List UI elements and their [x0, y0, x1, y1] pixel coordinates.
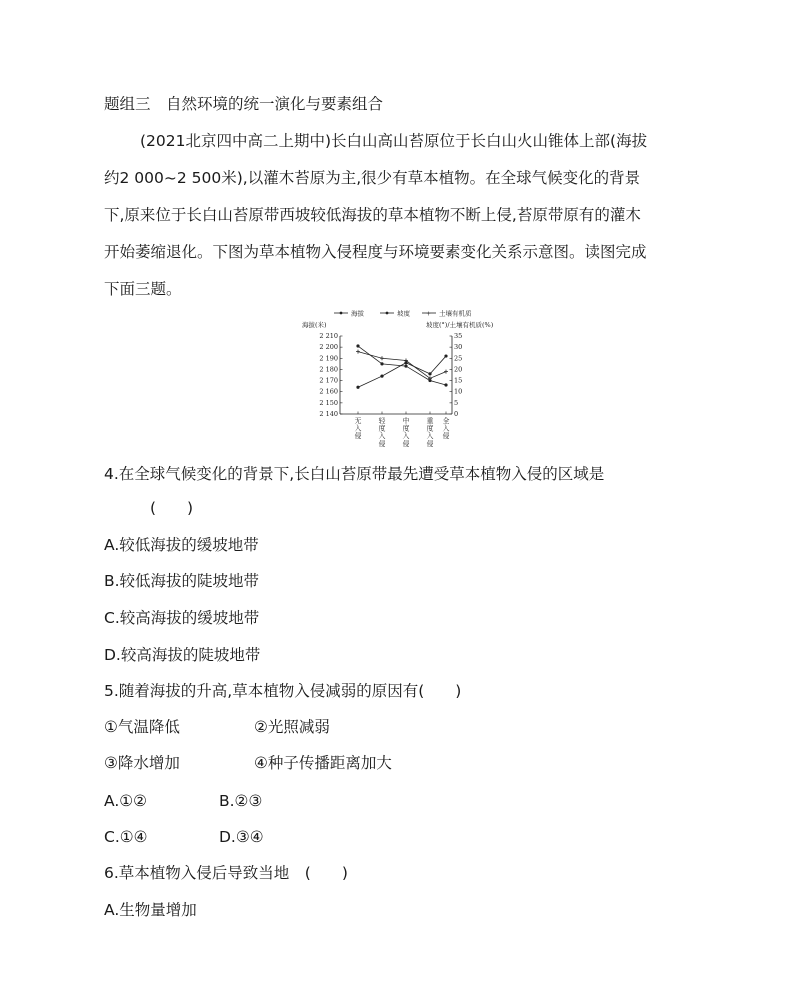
data-point [380, 362, 383, 365]
question-stem: 4.在全球气候变化的背景下,长白山苔原带最先遭受草本植物入侵的区域是 [104, 465, 605, 483]
data-point [356, 344, 359, 347]
option-a: A.①② [104, 792, 148, 810]
statement-4: ④种子传播距离加大 [254, 754, 392, 772]
chart-ticks [319, 332, 462, 418]
option-d: D.较高海拔的陡坡地带 [104, 646, 261, 664]
intro-line: 开始萎缩退化。下图为草本植物入侵程度与环境要素变化关系示意图。读图完成 [104, 243, 647, 261]
answer-paren: ( ) [150, 499, 194, 517]
left-tick-label: 2 180 [319, 365, 338, 374]
intro-line: 约2 000~2 500米),以灌木苔原为主,很少有草本植物。在全球气候变化的背景 [104, 169, 641, 187]
statement-2: ②光照减弱 [254, 718, 330, 736]
option-b: B.较低海拔的陡坡地带 [104, 572, 260, 590]
category-label: 无入侵 [354, 417, 362, 441]
question-stem: 5.随着海拔的升高,草本植物入侵减弱的原因有( ) [104, 682, 462, 700]
left-tick-label: 2 150 [319, 398, 338, 407]
data-point [428, 372, 431, 375]
left-axis-label: 海拔(米) [302, 321, 327, 329]
series-line [358, 356, 446, 387]
right-tick-label: 15 [454, 376, 463, 385]
data-point [356, 350, 360, 354]
question-stem: 6.草本植物入侵后导致当地 ( ) [104, 864, 348, 882]
right-tick-label: 5 [454, 398, 459, 407]
category-label: 轻度入侵 [378, 417, 386, 448]
right-tick-label: 25 [454, 354, 463, 363]
data-point [404, 364, 407, 367]
category-label: 重度入侵 [426, 417, 434, 448]
intro-line: 下,原来位于长白山苔原带西坡较低海拔的草本植物不断上侵,苔原带原有的灌木 [104, 206, 641, 224]
chart-series [356, 344, 448, 388]
left-tick-label: 2 200 [319, 343, 338, 352]
data-point [356, 386, 359, 389]
left-tick-label: 2 210 [319, 332, 338, 340]
right-axis-label: 坡度(°)/土壤有机质(%) [426, 321, 494, 329]
intro-line: (2021北京四中高二上期中)长白山高山苔原位于长白山火山锥体上部(海拔 [140, 132, 648, 150]
legend-label: 土壤有机质 [439, 309, 472, 318]
left-tick-label: 2 140 [319, 410, 338, 418]
intro-line: 下面三题。 [104, 280, 182, 298]
option-c: C.较高海拔的缓坡地带 [104, 609, 260, 627]
option-c: C.①④ [104, 828, 148, 846]
data-point [380, 375, 383, 378]
invasion-chart [300, 302, 505, 450]
data-point [444, 383, 447, 386]
option-a: A.生物量增加 [104, 901, 197, 919]
legend-marker [386, 312, 389, 315]
right-tick-label: 20 [454, 365, 463, 374]
category-label: 全入侵 [442, 417, 450, 441]
option-b: B.②③ [219, 792, 263, 810]
right-tick-label: 35 [454, 332, 463, 340]
option-d: D.③④ [219, 828, 264, 846]
left-tick-label: 2 170 [319, 376, 338, 385]
data-point [380, 356, 384, 360]
chart-legend [334, 309, 472, 318]
data-point [444, 370, 448, 374]
left-tick-label: 2 160 [319, 387, 338, 396]
legend-marker: + [426, 310, 432, 318]
data-point [444, 354, 447, 357]
statement-3: ③降水增加 [104, 754, 180, 772]
chart-axes [340, 336, 452, 414]
legend-label: 海拔 [351, 309, 364, 318]
legend-marker [340, 312, 343, 315]
section-title: 题组三 自然环境的统一演化与要素组合 [104, 95, 384, 113]
right-tick-label: 0 [454, 410, 459, 418]
legend-label: 坡度 [397, 309, 410, 318]
chart-categories [355, 412, 450, 448]
left-tick-label: 2 190 [319, 354, 338, 363]
series-line [358, 346, 446, 385]
statement-1: ①气温降低 [104, 718, 180, 736]
right-tick-label: 30 [454, 343, 463, 352]
right-tick-label: 10 [454, 387, 463, 396]
option-a: A.较低海拔的缓坡地带 [104, 536, 259, 554]
category-label: 中度入侵 [402, 417, 410, 448]
